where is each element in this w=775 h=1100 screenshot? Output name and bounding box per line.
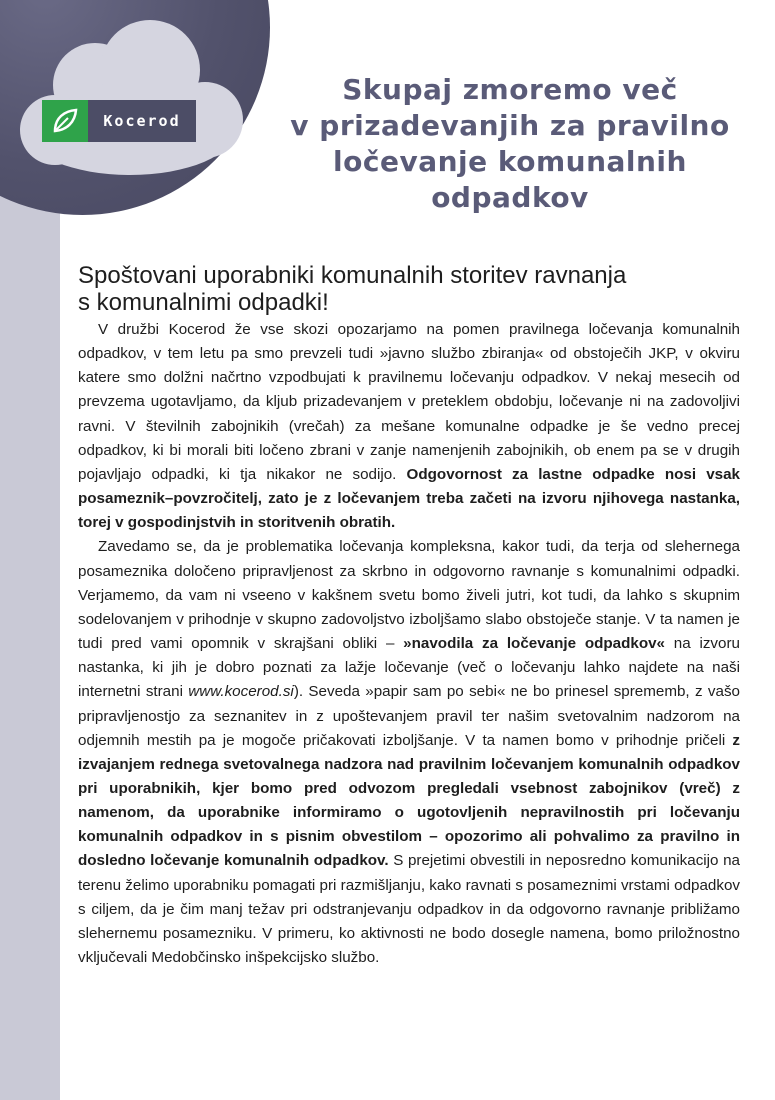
headline-line: v prizadevanjih za pravilno — [290, 109, 730, 142]
brand-name: Kocerod — [88, 100, 196, 142]
paragraph-1-text: V družbi Kocerod že vse skozi opozarjamo na pomen pravilnega ločevanja komunalnih odpadkov, v tem letu pa smo prevzeli tudi »javno službo zbiranja« od obstoječih JKP, v okviru katere smo dolžni načrtno vzpodbujati k pravilnemu ločevanju odpadkov. V nekaj mesecih od prevzema ugotavljamo, da kljub prizadevanjem v preteklem obdobju, ločevanje ni na zadovoljivi ravni. V številnih zabojnikih (vrečah) za mešane komunalne odpadke je še vedno precej odpadkov, ki bi morali biti ločeno zbrani v zanje namenjenih zabojnikih, ob enem pa se v drugih pojavljajo odpadki, ki tja nikakor ne sodijo. — [78, 321, 740, 483]
letter-body — [78, 318, 740, 970]
paragraph-2-text: ). Seveda »papir sam po sebi« ne bo prinesel sprememb, z vašo pripravljenostjo za seznanitev in z upoštevanjem pravil ter našim svetovalnim nadzorom na odjemnih mestih pa je mogoče pričakovati izboljšanje. V ta namen bomo v prihodnje pričeli — [78, 683, 741, 749]
leaf-icon — [42, 100, 88, 142]
paragraph-2-bold: z izvajanjem rednega svetovalnega nadzora nad pravilnim ločevanjem komunalnih odpadkov pri uporabnikih, kjer bomo pred odvozom pregledali vsebnost zabojnikov (vreč) z namenom, da uporabnike informiramo o ugotovljenih nepravilnostih pri ločevanju komunalnih odpadkov in s pisnim obvestilom – opozorimo ali pohvalimo za pravilno in dosledno ločevanje komunalnih odpadkov. — [78, 731, 740, 870]
paragraph-1 — [78, 318, 740, 535]
brand-logo[interactable] — [42, 100, 196, 142]
salutation-heading — [78, 262, 758, 316]
headline-line: odpadkov — [431, 181, 589, 214]
paragraph-2-text: na izvoru nastanka, ki jih je dobro poznati za lažje ločevanje (več o ločevanju lahko najdete na naši internetni strani — [78, 635, 740, 701]
website-link[interactable]: www.kocerod.si — [188, 683, 294, 701]
guide-title-bold: »navodila za ločevanje odpadkov« — [403, 635, 666, 653]
headline — [280, 72, 740, 216]
paragraph-2 — [78, 535, 740, 970]
paragraph-2-text: S prejetimi obvestili in neposredno komunikacijo na terenu želimo uporabniku pomagati pri razmišljanju, kako ravnati s posameznimi vrstami odpadkov s ciljem, da je čim manj težav pri odstranjevanju odpadkov in da odgovorno ravnanje približamo slehernemu posamezniku. V primeru, ko aktivnosti ne bodo dosegle namena, bomo priložnostno vključevali Medobčinsko inšpekcijsko službo. — [78, 852, 740, 967]
salutation-line: Spoštovani uporabniki komunalnih storitev ravnanja — [78, 262, 627, 289]
headline-line: ločevanje komunalnih — [333, 145, 687, 178]
salutation-line: s komunalnimi odpadki! — [78, 289, 329, 316]
headline-line: Skupaj zmoremo več — [342, 73, 678, 106]
paragraph-2-text: Zavedamo se, da je problematika ločevanja kompleksna, kakor tudi, da terja od slehernega posameznika določeno pripravljenost za skrbno in odgovorno ravnanje s komunalnimi odpadki. Verjamemo, da vam ni vseeno v kakšnem svetu bomo živeli jutri, kot tudi, da lahko s skupnim sodelovanjem v prihodnje v skupno zadovoljstvo izboljšamo slabo obstoječe stanje. V ta namen je tudi pred vami opomnik v skrajšani obliki – — [78, 538, 740, 653]
paragraph-1-bold: Odgovornost za lastne odpadke nosi vsak posameznik–povzročitelj, zato je z ločevanjem treba začeti na izvoru njihovega nastanka, torej v gospodinjstvih in storitvenih obratih. — [78, 465, 741, 532]
